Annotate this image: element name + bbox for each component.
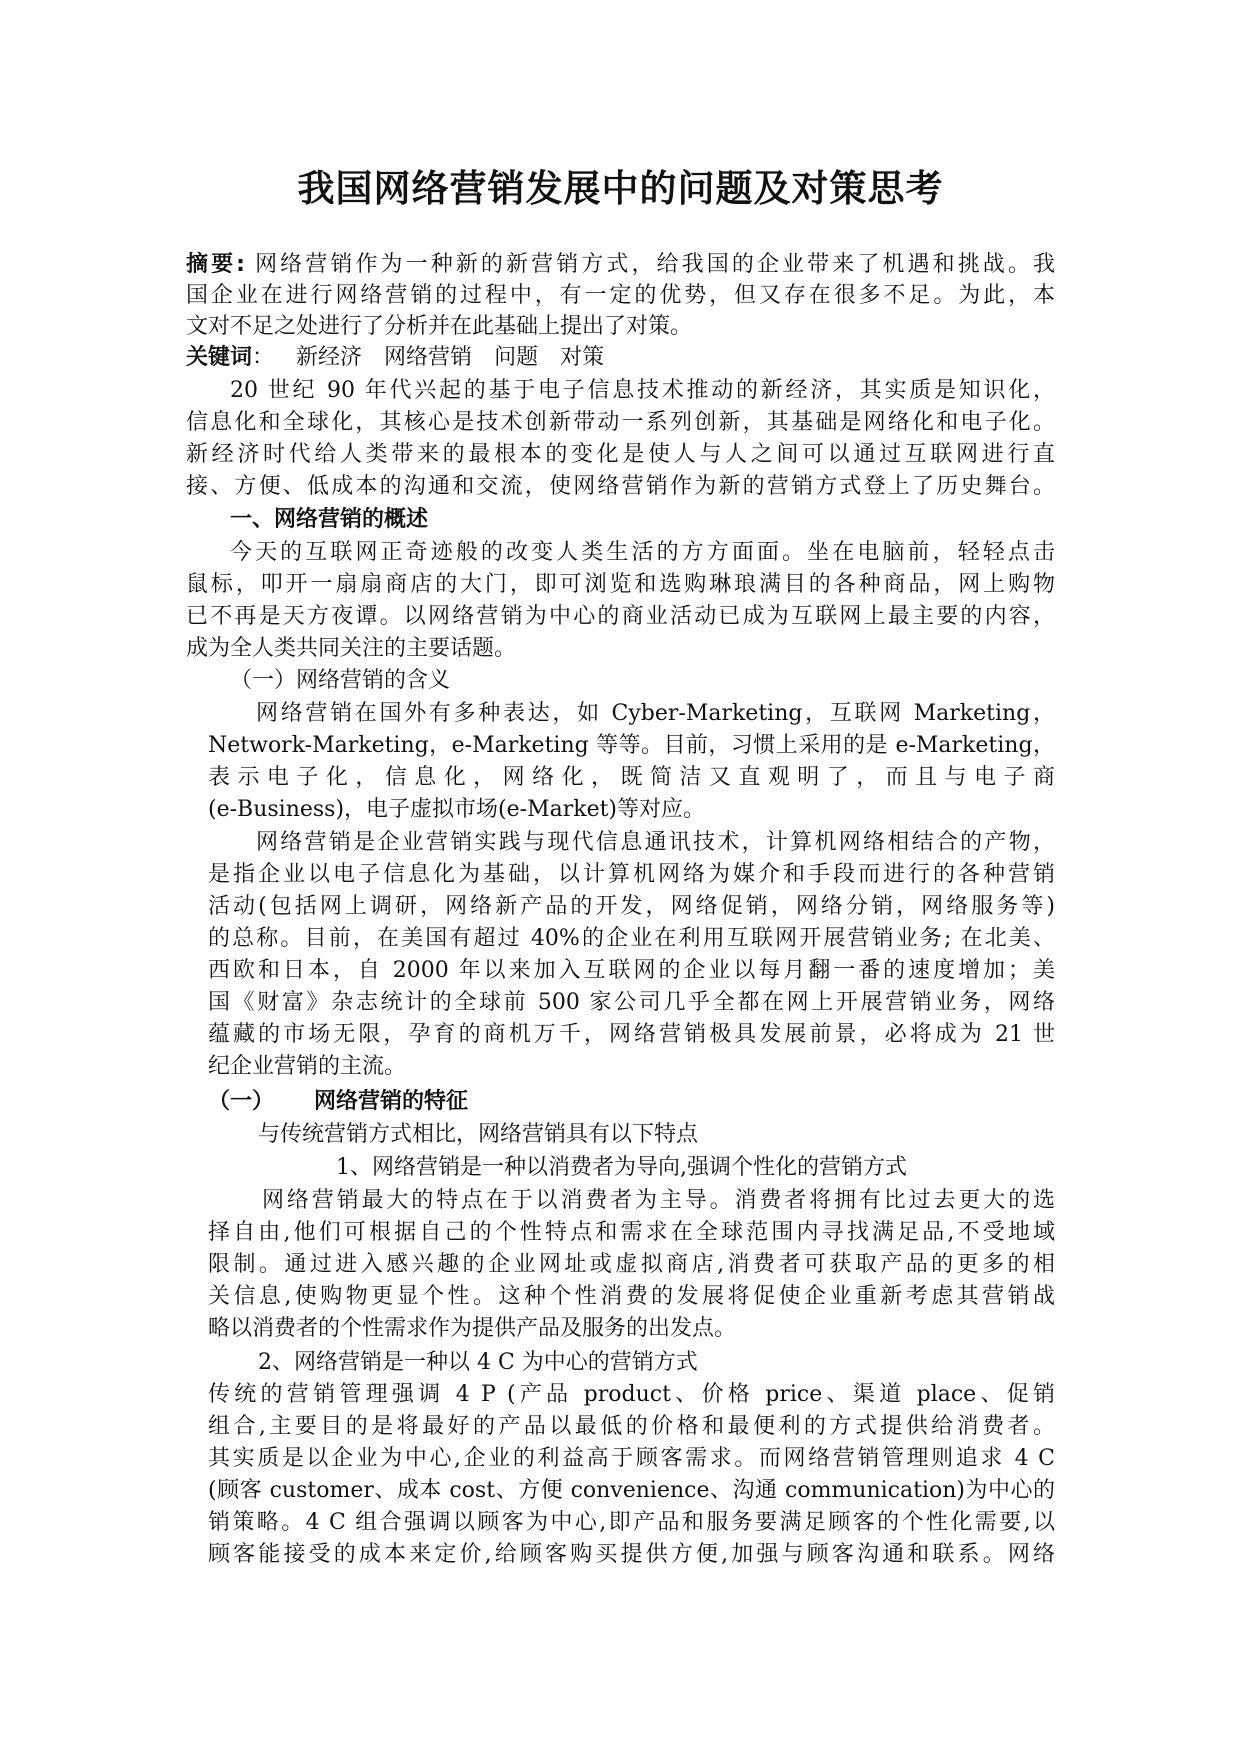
item-heading: 1、网络营销是一种以消费者为导向,强调个性化的营销方式 xyxy=(336,1155,907,1180)
body-line: 表 示 电 子 化 ， 信 息 化 ， 网 络 化 ， 既 简 洁 又 直 观 明 了 ， 而 且 与 电 子 商 xyxy=(208,765,1055,790)
abstract-line xyxy=(186,250,1055,280)
item-heading: 2、网络营销是一种以 4 C 为中心的营销方式 xyxy=(258,1350,698,1375)
body-line: 成为全人类共同关注的主要话题。 xyxy=(186,636,517,661)
keywords-label: 关键词 xyxy=(186,345,253,370)
body-line: 传统的营销管理强调 4 P (产品 product、价格 price、渠道 place、促销 xyxy=(208,1382,1055,1407)
body-line: 鼠标，叩开一扇扇商店的大门，即可浏览和选购琳琅满目的各种商品，网上购物 xyxy=(186,572,1055,597)
abstract-label: 摘要: xyxy=(186,252,245,277)
body-line: 国《财富》杂志统计的全球前 500 家公司几乎全都在网上开展营销业务，网络 xyxy=(208,990,1055,1015)
body-line: 已不再是天方夜谭。以网络营销为中心的商业活动已成为互联网上最主要的内容， xyxy=(186,604,1055,629)
keywords-colon: ： xyxy=(252,345,275,370)
body-line: 活动(包括网上调研，网络新产品的开发，网络促销，网络分销，网络服务等) xyxy=(208,894,1055,919)
body-line: 限制。通过进入感兴趣的企业网址或虚拟商店,消费者可获取产品的更多的相 xyxy=(208,1252,1055,1277)
abstract-line: 文对不足之处进行了分析并在此基础上提出了对策。 xyxy=(186,314,693,339)
keyword: 对策 xyxy=(560,345,605,370)
section-heading: 一、网络营销的概述 xyxy=(230,507,429,532)
body-line: 择自由,他们可根据自己的个性特点和需求在全球范围内寻找满足品,不受地域 xyxy=(208,1220,1055,1245)
body-line: (e-Business)，电子虚拟市场(e-Market)等对应。 xyxy=(208,797,706,822)
body-line: (顾客 customer、成本 cost、方便 convenience、沟通 communication)为中心的 xyxy=(208,1478,1055,1503)
abstract-text: 网络营销作为一种新的新营销方式，给我国的企业带来了机遇和挑战。我 xyxy=(255,252,1055,277)
body-line: 网络营销最大的特点在于以消费者为主导。消费者将拥有比过去更大的选 xyxy=(262,1188,1055,1213)
body-line: 是指企业以电子信息化为基础，以计算机网络为媒介和手段而进行的各种营销 xyxy=(208,862,1055,887)
intro-line: 新经济时代给人类带来的最根本的变化是使人与人之间可以通过互联网进行直 xyxy=(186,442,1055,467)
body-line: 纪企业营销的主流。 xyxy=(208,1054,407,1079)
subsection-title: 网络营销的特征 xyxy=(314,1089,469,1114)
subsection-number: （一） xyxy=(208,1089,275,1114)
body-line: 今天的互联网正奇迹般的改变人类生活的方方面面。坐在电脑前，轻轻点击 xyxy=(230,540,1055,565)
body-line: 其实质是以企业为中心,企业的利益高于顾客需求。而网络营销管理则追求 4 C xyxy=(208,1446,1055,1471)
keyword: 新经济 xyxy=(296,345,363,370)
body-line: 销策略。4 C 组合强调以顾客为中心,即产品和服务要满足顾客的个性化需要,以 xyxy=(208,1510,1055,1535)
keyword: 网络营销 xyxy=(384,345,473,370)
body-line: 西欧和日本，自 2000 年以来加入互联网的企业以每月翻一番的速度增加；美 xyxy=(208,958,1055,983)
body-line: 与传统营销方式相比，网络营销具有以下特点 xyxy=(258,1122,699,1147)
intro-line: 信息化和全球化，其核心是技术创新带动一系列创新，其基础是网络化和电子化。 xyxy=(186,410,1055,435)
body-line: 顾客能接受的成本来定价,给顾客购买提供方便,加强与顾客沟通和联系。网络 xyxy=(208,1542,1055,1567)
body-line: 组合,主要目的是将最好的产品以最低的价格和最便利的方式提供给消费者。 xyxy=(208,1414,1055,1439)
body-line: 网络营销是企业营销实践与现代信息通讯技术，计算机网络相结合的产物， xyxy=(256,830,1055,855)
keyword: 问题 xyxy=(494,345,539,370)
body-line: 关信息,使购物更显个性。这种个性消费的发展将促使企业重新考虑其营销战 xyxy=(208,1284,1055,1309)
body-line: 略以消费者的个性需求作为提供产品及服务的出发点。 xyxy=(208,1316,737,1341)
body-line: Network-Marketing，e-Marketing 等等。目前，习惯上采用的是 e-Marketing， xyxy=(208,733,1055,758)
body-line: 的总称。目前，在美国有超过 40%的企业在利用互联网开展营销业务; 在北美、 xyxy=(208,926,1055,951)
body-line: 网络营销在国外有多种表达，如 Cyber-Marketing，互联网 Marketing， xyxy=(256,701,1055,726)
intro-line: 接、方便、低成本的沟通和交流，使网络营销作为新的营销方式登上了历史舞台。 xyxy=(186,474,1055,499)
intro-line: 20 世纪 90 年代兴起的基于电子信息技术推动的新经济，其实质是知识化， xyxy=(230,378,1055,403)
keywords-line xyxy=(186,343,604,373)
body-line: 蕴藏的市场无限，孕育的商机万千，网络营销极具发展前景，必将成为 21 世 xyxy=(208,1022,1055,1047)
document-title: 我国网络营销发展中的问题及对策思考 xyxy=(297,167,944,210)
subsection-heading: （一）网络营销的含义 xyxy=(230,668,451,693)
subsection-heading xyxy=(208,1087,468,1117)
abstract-line: 国企业在进行网络营销的过程中，有一定的优势，但又存在很多不足。为此，本 xyxy=(186,283,1055,308)
